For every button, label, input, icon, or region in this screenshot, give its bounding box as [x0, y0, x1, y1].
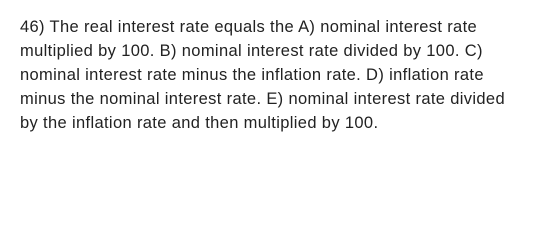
question-line: multiplied by 100. B) nominal interest rate divided by 100. C) [20, 42, 483, 60]
question-line: by the inflation rate and then multiplied by 100. [20, 114, 379, 132]
question-line: nominal interest rate minus the inflation rate. D) inflation rate [20, 66, 484, 84]
question-line: minus the nominal interest rate. E) nominal interest rate divided [20, 90, 505, 108]
question-text [20, 15, 548, 135]
question-line: 46) The real interest rate equals the A) nominal interest rate [20, 18, 478, 36]
